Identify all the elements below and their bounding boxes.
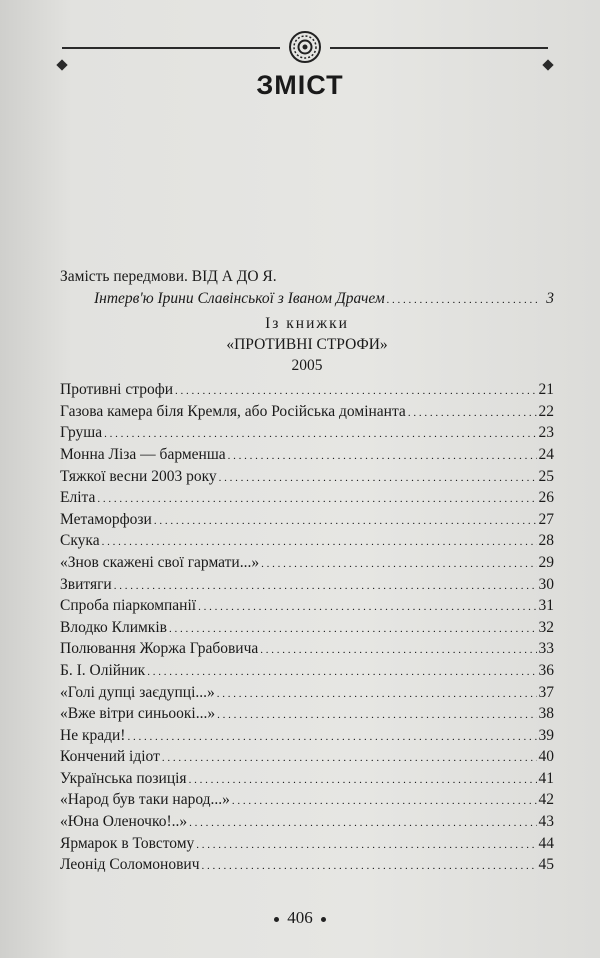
ornament-diamond-right	[542, 59, 553, 70]
dot-leader	[387, 288, 538, 312]
toc-entry[interactable]	[60, 854, 554, 876]
dot-leader	[102, 530, 537, 554]
entry-title: Груша	[60, 424, 103, 442]
toc-entry[interactable]	[60, 466, 554, 488]
entry-title: «Голі дупці заєдупці...»	[60, 683, 215, 701]
dot-leader	[260, 638, 536, 662]
toc-entry[interactable]	[60, 703, 554, 725]
dot-leader	[175, 379, 536, 403]
rosette-ornament-icon	[288, 30, 322, 64]
entry-title: Тяжкої весни 2003 року	[60, 467, 217, 485]
dot-leader	[232, 789, 537, 813]
toc-entry[interactable]	[60, 379, 554, 401]
dot-leader	[196, 833, 536, 857]
entry-title: Противні строфи	[60, 381, 174, 399]
entry-title: Скука	[60, 532, 100, 550]
entry-title: Влодко Климків	[60, 618, 167, 636]
dot-leader	[202, 854, 537, 878]
entry-page: 33	[538, 640, 554, 658]
entry-page: 41	[538, 769, 554, 787]
entry-title: Монна Ліза — барменша	[60, 445, 226, 463]
dot-leader	[261, 552, 536, 576]
dot-leader	[219, 466, 537, 490]
bullet-left	[274, 917, 279, 922]
entry-page: 32	[538, 618, 554, 636]
toc-entry[interactable]	[60, 444, 554, 466]
ornament-diamond-left	[56, 59, 67, 70]
entry-title: Не кради!	[60, 726, 126, 744]
dot-leader	[104, 422, 536, 446]
intro-page: 3	[546, 289, 554, 307]
page-title: ЗМІСТ	[256, 70, 344, 100]
entry-page: 39	[538, 726, 554, 744]
section-book-title: «ПРОТИВНІ СТРОФИ»	[226, 336, 388, 354]
entry-title: «Вже вітри синьоокі...»	[60, 705, 216, 723]
dot-leader	[408, 401, 537, 425]
entry-title: «Народ був таки народ...»	[60, 791, 230, 809]
entry-list	[60, 379, 554, 876]
dot-leader	[127, 725, 536, 749]
entry-title: Полювання Жоржа Грабовича	[60, 640, 259, 658]
dot-leader	[154, 509, 537, 533]
toc-entry[interactable]	[60, 638, 554, 660]
entry-page: 26	[538, 489, 554, 507]
entry-page: 45	[538, 856, 554, 874]
toc-entry[interactable]	[60, 595, 554, 617]
toc-entry[interactable]	[60, 746, 554, 768]
ornament-rule-left	[62, 47, 280, 49]
dot-leader	[162, 746, 537, 770]
entry-page: 25	[538, 467, 554, 485]
dot-leader	[189, 768, 537, 792]
entry-page: 31	[538, 597, 554, 615]
entry-title: Метаморфози	[60, 510, 152, 528]
entry-title: Кончений ідіот	[60, 748, 160, 766]
entry-title: Ярмарок в Товстому	[60, 834, 195, 852]
entry-page: 29	[538, 553, 554, 571]
dot-leader	[217, 703, 536, 727]
toc-entry[interactable]	[60, 811, 554, 833]
toc-entry[interactable]	[60, 660, 554, 682]
entry-title: Українська позиція	[60, 769, 187, 787]
toc-entry[interactable]	[60, 833, 554, 855]
entry-page: 23	[538, 424, 554, 442]
entry-page: 27	[538, 510, 554, 528]
table-of-contents	[60, 266, 554, 876]
toc-entry[interactable]	[60, 768, 554, 790]
toc-entry[interactable]	[60, 487, 554, 509]
intro-subtitle: Інтерв'ю Ірини Славінської з Іваном Драчем	[94, 289, 385, 307]
entry-title: «Знов скажені свої гармати...»	[60, 553, 260, 571]
toc-entry[interactable]	[60, 682, 554, 704]
entry-title: Газова камера біля Кремля, або Російська домінанта	[60, 402, 406, 420]
entry-page: 30	[538, 575, 554, 593]
entry-page: 36	[538, 661, 554, 679]
page-footer	[0, 908, 600, 928]
dot-leader	[228, 444, 537, 468]
entry-page: 44	[538, 834, 554, 852]
entry-page: 42	[538, 791, 554, 809]
bullet-right	[321, 917, 326, 922]
toc-entry[interactable]	[60, 401, 554, 423]
toc-entry[interactable]	[60, 725, 554, 747]
entry-title: Б. І. Олійник	[60, 661, 146, 679]
dot-leader	[147, 660, 536, 684]
toc-entry[interactable]	[60, 552, 554, 574]
page-number: 406	[287, 908, 313, 927]
dot-leader	[189, 811, 536, 835]
entry-title: «Юна Оленочко!..»	[60, 813, 188, 831]
entry-page: 43	[538, 813, 554, 831]
dot-leader	[97, 487, 536, 511]
entry-title: Леонід Соломонович	[60, 856, 200, 874]
toc-entry[interactable]	[60, 509, 554, 531]
toc-entry[interactable]	[60, 789, 554, 811]
entry-page: 28	[538, 532, 554, 550]
dot-leader	[114, 574, 537, 598]
ornament-rule-right	[330, 47, 548, 49]
entry-title: Еліта	[60, 489, 96, 507]
entry-page: 21	[538, 381, 554, 399]
dot-leader	[169, 617, 537, 641]
header-ornament	[62, 30, 548, 64]
section-year: 2005	[291, 357, 323, 375]
section-label: Із книжки	[265, 315, 349, 333]
toc-entry[interactable]	[60, 530, 554, 552]
toc-entry[interactable]	[60, 574, 554, 596]
entry-page: 37	[538, 683, 554, 701]
dot-leader	[217, 682, 537, 706]
intro-heading: Замість передмови. ВІД А ДО Я.	[60, 268, 277, 285]
entry-title: Звитяги	[60, 575, 112, 593]
toc-entry[interactable]	[60, 422, 554, 444]
intro-interview-row[interactable]	[60, 288, 554, 310]
toc-entry[interactable]	[60, 617, 554, 639]
entry-page: 40	[538, 748, 554, 766]
entry-page: 24	[538, 445, 554, 463]
dot-leader	[198, 595, 536, 619]
entry-page: 38	[538, 705, 554, 723]
entry-page: 22	[538, 402, 554, 420]
entry-title: Спроба піаркомпанії	[60, 597, 197, 615]
